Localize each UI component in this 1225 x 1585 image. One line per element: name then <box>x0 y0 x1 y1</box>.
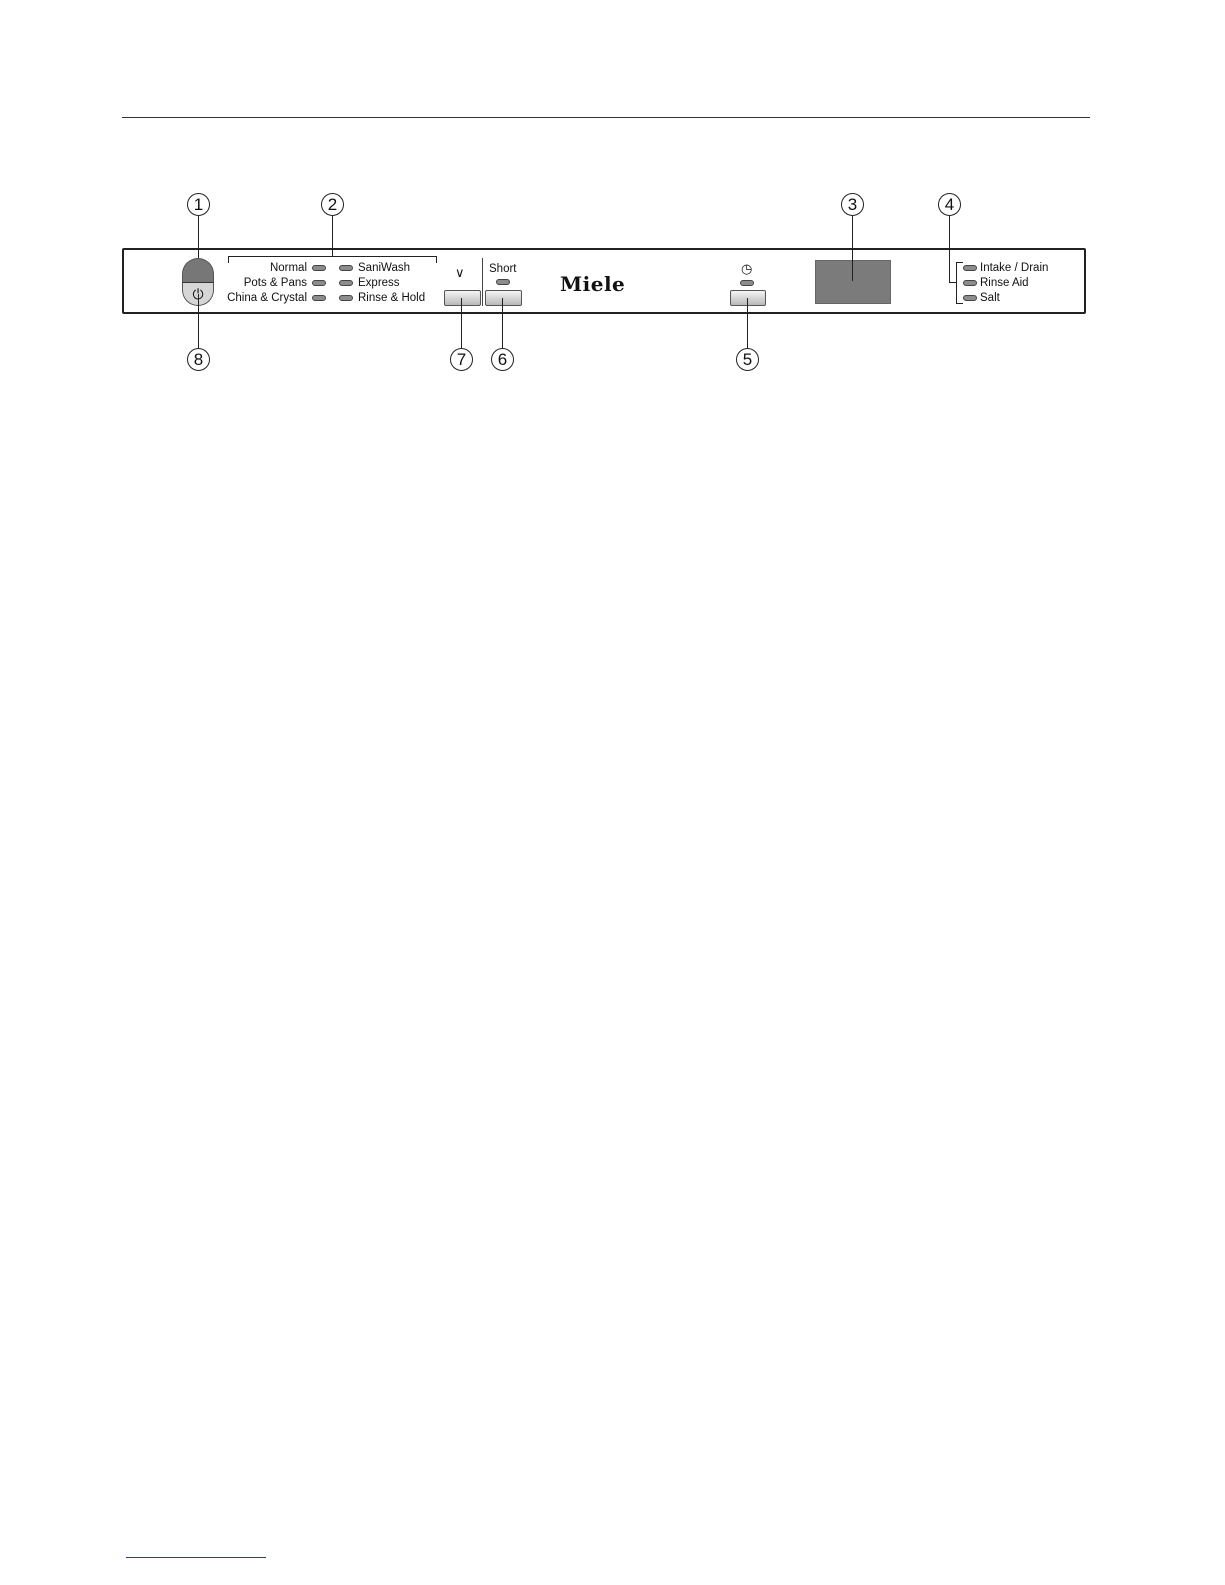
clock-icon: ◷ <box>741 261 753 276</box>
leader-line-5 <box>747 298 748 348</box>
led-express <box>339 280 353 286</box>
led-rinse-hold <box>339 295 353 301</box>
door-release-button[interactable] <box>182 258 214 282</box>
leader-line-8 <box>198 294 199 348</box>
chevron-down-icon: ∨ <box>455 265 465 280</box>
led-intake-drain <box>963 265 977 271</box>
leader-line-4-elbow <box>949 282 957 283</box>
callout-3: 3 <box>841 193 864 216</box>
led-pots-pans <box>312 280 326 286</box>
led-china-crystal <box>312 295 326 301</box>
callout-2: 2 <box>321 193 344 216</box>
callout-7: 7 <box>450 348 473 371</box>
leader-line-3 <box>852 216 853 281</box>
led-saniwash <box>339 265 353 271</box>
led-rinse-aid <box>963 280 977 286</box>
leader-line-4 <box>949 216 950 282</box>
top-divider-line <box>122 117 1090 118</box>
program-select-button[interactable] <box>444 290 481 306</box>
indicator-label-rinse-aid: Rinse Aid <box>980 277 1029 289</box>
delay-start-button[interactable] <box>730 290 766 306</box>
program-label-saniwash: SaniWash <box>358 262 410 274</box>
footer-link-line <box>126 1557 266 1558</box>
led-salt <box>963 295 977 301</box>
program-label-normal: Normal <box>269 262 307 274</box>
led-normal <box>312 265 326 271</box>
program-label-rinse-hold: Rinse & Hold <box>358 292 426 304</box>
leader-line-6 <box>502 298 503 348</box>
leader-line-1 <box>198 216 199 258</box>
callout-4: 4 <box>938 193 961 216</box>
program-label-pots-pans: Pots & Pans <box>243 277 307 289</box>
indicator-bracket <box>956 262 963 304</box>
short-label: Short <box>489 263 517 275</box>
indicator-label-intake-drain: Intake / Drain <box>980 262 1049 274</box>
panel-divider <box>482 258 483 306</box>
callout-1: 1 <box>187 193 210 216</box>
time-display <box>815 260 891 304</box>
callout-8: 8 <box>187 348 210 371</box>
leader-line-2 <box>332 216 333 256</box>
short-button[interactable] <box>485 290 522 306</box>
power-icon: ⏻ <box>192 286 204 302</box>
miele-logo: Miele <box>560 272 626 296</box>
callout-5: 5 <box>736 348 759 371</box>
led-short <box>496 279 510 285</box>
program-label-china-crystal: China & Crystal <box>227 292 307 304</box>
program-label-express: Express <box>358 277 400 289</box>
callout-6: 6 <box>491 348 514 371</box>
indicator-label-salt: Salt <box>980 292 1000 304</box>
led-delay-start <box>740 280 754 286</box>
leader-line-7 <box>461 298 462 348</box>
